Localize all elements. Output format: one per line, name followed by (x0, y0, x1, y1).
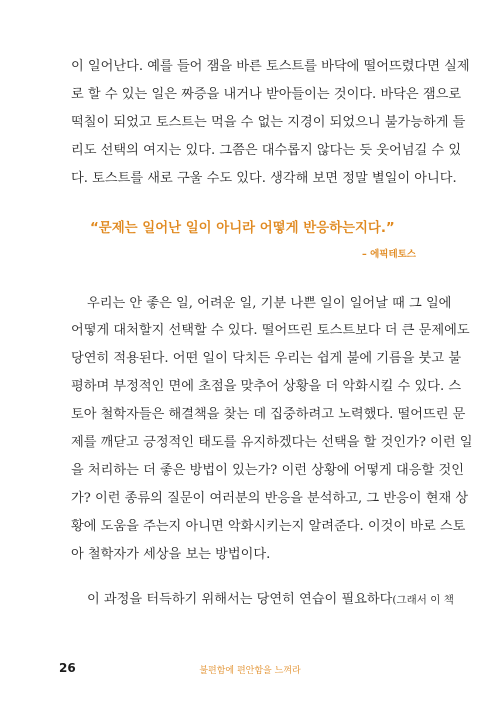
epigraph-attribution: – 에픽테토스 (362, 249, 416, 260)
paragraph-2-line-6: 제를 깨닫고 긍정적인 태도를 유지하겠다는 선택을 할 것인가? 이런 일 (71, 435, 473, 450)
paragraph-1-line-2: 로 할 수 있는 일은 짜증을 내거나 받아들이는 것이다. 바닥은 잼으로 (71, 87, 462, 102)
epigraph-quote: “문제는 일어난 일이 아니라 어떻게 반응하는지다.” (90, 221, 395, 236)
paragraph-2-line-5: 토아 철학자들은 해결책을 찾는 데 집중하려고 노력했다. 떨어뜨린 문 (71, 407, 466, 422)
page-number: 26 (59, 661, 76, 675)
paragraph-2-line-3: 당연히 적용된다. 어떤 일이 닥치든 우리는 쉽게 불에 기름을 붓고 불 (71, 351, 462, 366)
paragraph-2-line-2: 어떻게 대처할지 선택할 수 있다. 떨어뜨린 토스트보다 더 큰 문제에도 (71, 323, 470, 338)
paragraph-2-line-7: 을 처리하는 더 좋은 방법이 있는가? 이런 상황에 어떻게 대응할 것인 (71, 463, 464, 478)
paragraph-2-line-10: 아 철학자가 세상을 보는 방법이다. (71, 547, 271, 562)
paragraph-1-line-3: 떡칠이 되었고 토스트는 먹을 수 없는 지경이 되었으니 불가능하게 들 (71, 115, 466, 130)
paragraph-1-line-1: 이 일어난다. 예를 들어 잼을 바른 토스트를 바닥에 떨어뜨렸다면 실제 (71, 59, 470, 74)
paragraph-2-line-9: 황에 도움을 주는지 아니면 악화시키는지 알려준다. 이것이 바로 스토 (71, 519, 466, 534)
paragraph-2-line-1: 우리는 안 좋은 일, 어려운 일, 기분 나쁜 일이 일어날 때 그 일에 (87, 296, 452, 311)
running-footer-book-title: 불편함에 편안함을 느껴라 (199, 666, 301, 676)
paragraph-1-line-5: 다. 토스트를 새로 구울 수도 있다. 생각해 보면 정말 별일이 아니다. (71, 171, 457, 186)
paragraph-3-main-text: 이 과정을 터득하기 위해서는 당연히 연습이 필요하다 (87, 592, 393, 607)
paragraph-2-line-8: 가? 이런 종류의 질문이 여러분의 반응을 분석하고, 그 반응이 현재 상 (71, 491, 469, 506)
paragraph-2-line-4: 평하며 부정적인 면에 초점을 맞추어 상황을 더 악화시킬 수 있다. 스 (71, 379, 462, 394)
paragraph-1-line-4: 리도 선택의 여지는 있다. 그쯤은 대수롭지 않다는 듯 웃어넘길 수 있 (71, 143, 462, 158)
paragraph-3-line-1 (87, 591, 454, 609)
paragraph-3-aside-text: (그래서 이 책 (392, 594, 454, 606)
